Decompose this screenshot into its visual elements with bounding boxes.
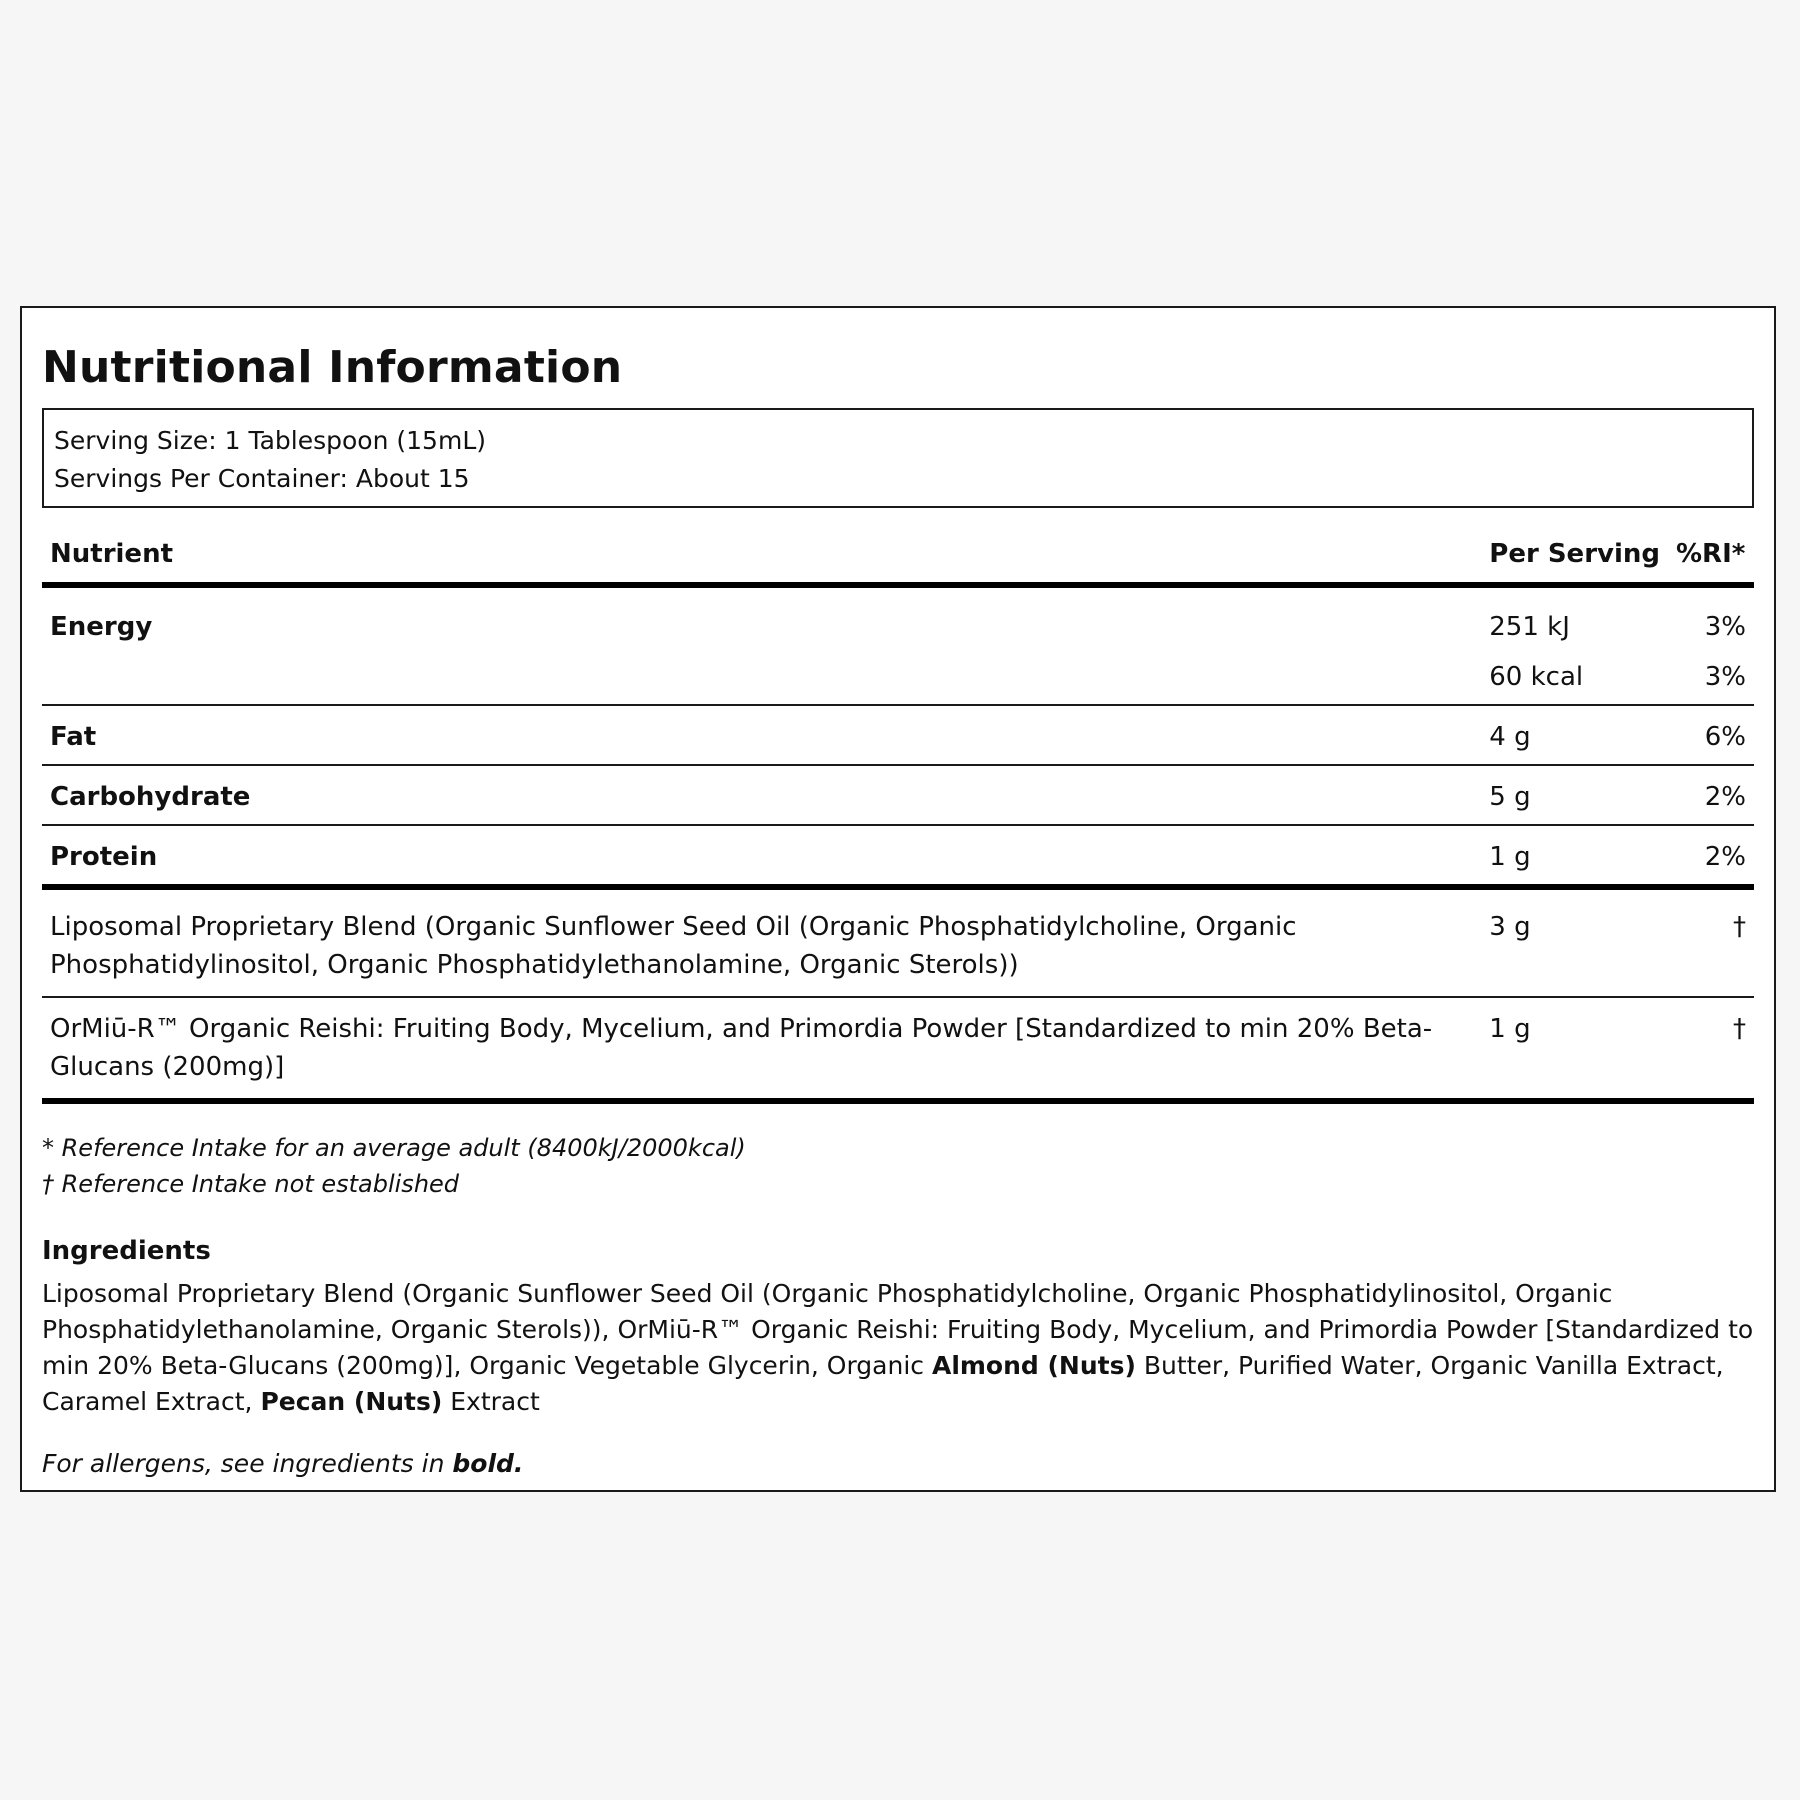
nutrition-panel: [20, 306, 1776, 1492]
reishi-amount: 1 g: [1481, 997, 1668, 1101]
allergen-note-bold: bold.: [452, 1449, 524, 1478]
allergen-pecan: Pecan (Nuts): [260, 1387, 443, 1416]
fat-ri: 6%: [1668, 705, 1754, 765]
protein-amount: 1 g: [1481, 825, 1668, 887]
serving-size: Serving Size: 1 Tablespoon (15mL): [54, 426, 486, 455]
allergen-almond: Almond (Nuts): [931, 1351, 1136, 1380]
nutrient-name-liposomal-blend: Liposomal Proprietary Blend (Organic Sunflower Seed Oil (Organic Phosphatidylcholine, Organic Phosphatidylinositol, Organic Phosphatidylethanolamine, Organic Sterols)): [42, 887, 1481, 997]
allergen-note: [42, 1446, 1754, 1482]
nutrition-table: [42, 530, 1754, 1104]
table-row-liposomal-blend: [42, 887, 1754, 997]
protein-ri: 2%: [1668, 825, 1754, 887]
energy-kj-amount: 251 kJ: [1489, 612, 1570, 642]
liposomal-blend-amount: 3 g: [1481, 887, 1668, 997]
table-row-energy-kj: [42, 585, 1754, 652]
ingredients-part-3: Extract: [442, 1387, 540, 1416]
ingredients-title: Ingredients: [42, 1236, 211, 1266]
energy-kcal-ri: 3%: [1668, 652, 1754, 705]
page-title: Nutritional Information: [42, 342, 623, 393]
table-header-row: [42, 530, 1754, 585]
footnote-reference-intake: * Reference Intake for an average adult (8400kJ/2000kcal): [42, 1134, 746, 1162]
reishi-ri: †: [1668, 997, 1754, 1101]
ingredients-text: [42, 1276, 1754, 1420]
carbohydrate-ri: 2%: [1668, 765, 1754, 825]
table-row-energy-kcal: [42, 652, 1754, 705]
nutrient-name-fat: Fat: [42, 705, 1481, 765]
table-row-reishi: [42, 997, 1754, 1101]
fat-amount: 4 g: [1481, 705, 1668, 765]
header-ri: %RI*: [1668, 530, 1754, 585]
table-row-carbohydrate: [42, 765, 1754, 825]
energy-kcal-amount: 60 kcal: [1481, 652, 1668, 705]
footnotes: [42, 1130, 1754, 1202]
ingredients-part-2: Butter, Purified Water, Organic Vanilla Extract, Caramel Extract,: [42, 1351, 1724, 1416]
allergen-note-text: For allergens, see ingredients in: [42, 1449, 453, 1478]
header-nutrient: Nutrient: [42, 530, 1481, 585]
liposomal-blend-ri: †: [1668, 887, 1754, 997]
nutrient-name-carbohydrate: Carbohydrate: [42, 765, 1481, 825]
nutrient-name-energy: Energy: [50, 612, 153, 642]
nutrition-panel-content: [42, 332, 1754, 1482]
carbohydrate-amount: 5 g: [1481, 765, 1668, 825]
energy-kcal-empty: [42, 652, 1481, 705]
table-row-fat: [42, 705, 1754, 765]
nutrient-name-protein: Protein: [42, 825, 1481, 887]
table-row-protein: [42, 825, 1754, 887]
serving-info-box: [42, 408, 1754, 508]
servings-per-container: Servings Per Container: About 15: [54, 464, 470, 493]
header-per-serving: Per Serving: [1481, 530, 1668, 585]
energy-kj-ri: 3%: [1704, 612, 1746, 642]
footnote-not-established: † Reference Intake not established: [42, 1170, 460, 1198]
ingredients-part-1: Liposomal Proprietary Blend (Organic Sunflower Seed Oil (Organic Phosphatidylcholine, Organic Phosphatidylinositol, Organic Phosphatidylethanolamine, Organic Sterols)), OrMiū-R™ Organic Reishi: Fruiting Body, Mycelium, and Primordia Powder [Standardized to min 20% Beta-Glucans (200mg)], Organic Vegetable Glycerin, Organic: [42, 1279, 1754, 1380]
nutrient-name-reishi: OrMiū-R™ Organic Reishi: Fruiting Body, Mycelium, and Primordia Powder [Standardized to min 20% Beta-Glucans (200mg)]: [42, 997, 1481, 1101]
